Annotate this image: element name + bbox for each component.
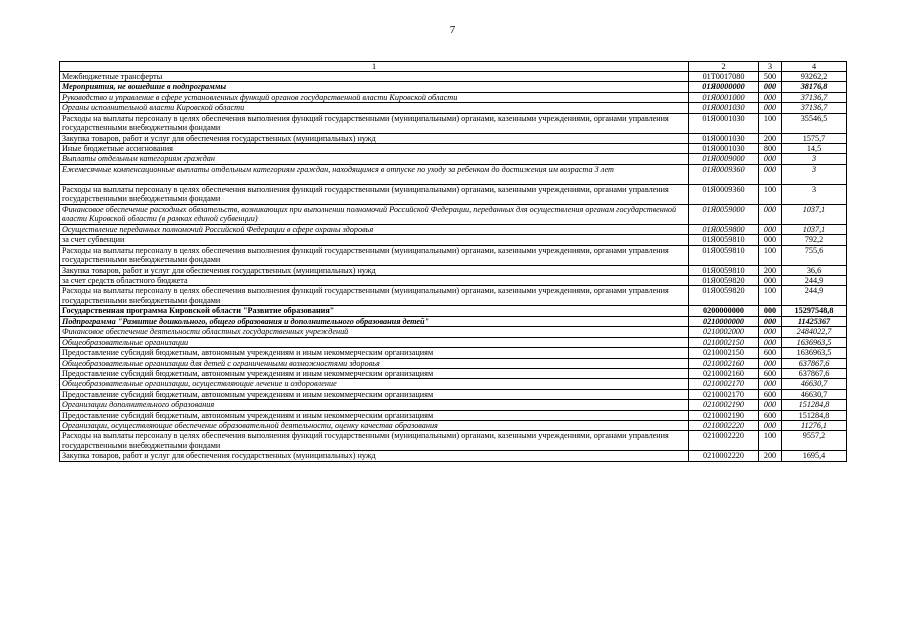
row-type-cell: 000 bbox=[759, 316, 782, 326]
header-cell-name: 1 bbox=[60, 62, 689, 72]
table-row bbox=[60, 410, 847, 420]
row-value-cell: 46630,7 bbox=[782, 389, 847, 399]
table-row bbox=[60, 327, 847, 337]
table-row bbox=[60, 184, 847, 204]
row-code-cell: 01Я0059820 bbox=[689, 276, 759, 286]
row-name-cell: Закупка товаров, работ и услуг для обеспечения государственных (муниципальных) нужд bbox=[60, 451, 689, 461]
budget-table bbox=[59, 61, 847, 462]
table-row bbox=[60, 286, 847, 306]
table-row bbox=[60, 204, 847, 224]
row-type-cell: 000 bbox=[759, 276, 782, 286]
table-row bbox=[60, 154, 847, 164]
row-type-cell: 100 bbox=[759, 286, 782, 306]
row-type-cell: 600 bbox=[759, 389, 782, 399]
row-type-cell: 200 bbox=[759, 133, 782, 143]
row-value-cell: 37136,7 bbox=[782, 92, 847, 102]
row-type-cell: 100 bbox=[759, 431, 782, 451]
row-name-cell: Предоставление субсидий бюджетным, автономным учреждениям и иным некоммерческим организациям bbox=[60, 410, 689, 420]
row-value-cell: 38176,8 bbox=[782, 82, 847, 92]
row-name-cell: Предоставление субсидий бюджетным, автономным учреждениям и иным некоммерческим организациям bbox=[60, 368, 689, 378]
row-type-cell: 000 bbox=[759, 327, 782, 337]
table-row bbox=[60, 306, 847, 316]
table-row bbox=[60, 451, 847, 461]
row-code-cell: 01Я0009360 bbox=[689, 184, 759, 204]
row-code-cell: 01Я0001030 bbox=[689, 113, 759, 133]
table-row bbox=[60, 316, 847, 326]
row-name-cell: Расходы на выплаты персоналу в целях обеспечения выполнения функций государственными (муниципальными) органами, казенными учреждениями, органами управления государственными внебюджетными фондами bbox=[60, 286, 689, 306]
row-code-cell: 01Я0059000 bbox=[689, 204, 759, 224]
table-row bbox=[60, 92, 847, 102]
row-code-cell: 01Я0001030 bbox=[689, 144, 759, 154]
table-row bbox=[60, 379, 847, 389]
row-name-cell: Иные бюджетные ассигнования bbox=[60, 144, 689, 154]
row-code-cell: 01Т0017080 bbox=[689, 72, 759, 82]
row-code-cell: 0210002170 bbox=[689, 379, 759, 389]
row-name-cell: Предоставление субсидий бюджетным, автономным учреждениям и иным некоммерческим организациям bbox=[60, 389, 689, 399]
row-name-cell: Осуществление переданных полномочий Российской Федерации в сфере охраны здоровья bbox=[60, 224, 689, 234]
row-code-cell: 01Я0009000 bbox=[689, 154, 759, 164]
row-name-cell: Межбюджетные трансферты bbox=[60, 72, 689, 82]
row-code-cell: 0210002220 bbox=[689, 431, 759, 451]
row-value-cell: 1037,1 bbox=[782, 224, 847, 234]
header-cell-code: 2 bbox=[689, 62, 759, 72]
table-row bbox=[60, 368, 847, 378]
row-name-cell: за счет средств областного бюджета bbox=[60, 276, 689, 286]
row-name-cell: Выплаты отдельным категориям граждан bbox=[60, 154, 689, 164]
row-value-cell: 11425367 bbox=[782, 316, 847, 326]
row-value-cell: 637867,6 bbox=[782, 358, 847, 368]
row-type-cell: 000 bbox=[759, 358, 782, 368]
row-name-cell: Расходы на выплаты персоналу в целях обеспечения выполнения функций государственными (муниципальными) органами, казенными учреждениями, органами управления государственными внебюджетными фондами bbox=[60, 113, 689, 133]
row-value-cell: 1636963,5 bbox=[782, 348, 847, 358]
row-code-cell: 01Я0059800 bbox=[689, 224, 759, 234]
row-name-cell: за счет субвенции bbox=[60, 235, 689, 245]
row-value-cell: 15297548,8 bbox=[782, 306, 847, 316]
row-value-cell: 93262,2 bbox=[782, 72, 847, 82]
row-name-cell: Подпрограмма "Развитие дошкольного, общего образования и дополнительного образования детей" bbox=[60, 316, 689, 326]
table-row bbox=[60, 337, 847, 347]
row-type-cell: 000 bbox=[759, 164, 782, 184]
row-code-cell: 01Я0001030 bbox=[689, 133, 759, 143]
row-type-cell: 000 bbox=[759, 92, 782, 102]
table-row bbox=[60, 245, 847, 265]
row-value-cell: 37136,7 bbox=[782, 103, 847, 113]
row-name-cell: Закупка товаров, работ и услуг для обеспечения государственных (муниципальных) нужд bbox=[60, 265, 689, 275]
row-value-cell: 792,2 bbox=[782, 235, 847, 245]
row-value-cell: 1575,7 bbox=[782, 133, 847, 143]
row-code-cell: 01Я0001030 bbox=[689, 103, 759, 113]
row-name-cell: Расходы на выплаты персоналу в целях обеспечения выполнения функций государственными (муниципальными) органами, казенными учреждениями, органами управления государственными внебюджетными фондами bbox=[60, 431, 689, 451]
row-name-cell: Органы исполнительной власти Кировской области bbox=[60, 103, 689, 113]
row-code-cell: 0210002160 bbox=[689, 358, 759, 368]
row-value-cell: 3 bbox=[782, 154, 847, 164]
row-type-cell: 000 bbox=[759, 82, 782, 92]
table-row bbox=[60, 276, 847, 286]
header-cell-value: 4 bbox=[782, 62, 847, 72]
table-row bbox=[60, 103, 847, 113]
row-type-cell: 000 bbox=[759, 337, 782, 347]
row-code-cell: 0210002160 bbox=[689, 368, 759, 378]
row-value-cell: 244,9 bbox=[782, 286, 847, 306]
row-name-cell: Организации, осуществляющие обеспечение образовательной деятельности, оценку качества образования bbox=[60, 420, 689, 430]
table-row bbox=[60, 144, 847, 154]
row-value-cell: 1636963,5 bbox=[782, 337, 847, 347]
row-code-cell: 01Я0059810 bbox=[689, 245, 759, 265]
row-name-cell: Финансовое обеспечение расходных обязательств, возникающих при выполнении полномочий Российской Федерации, переданных для осуществления органам государственной власти Кировской области (в рамках единой субвенции) bbox=[60, 204, 689, 224]
row-code-cell: 0210002150 bbox=[689, 337, 759, 347]
row-type-cell: 000 bbox=[759, 224, 782, 234]
table-row bbox=[60, 113, 847, 133]
row-code-cell: 01Я0059820 bbox=[689, 286, 759, 306]
row-name-cell: Организации дополнительного образования bbox=[60, 400, 689, 410]
row-code-cell: 0210002170 bbox=[689, 389, 759, 399]
row-name-cell: Руководство и управление в сфере установленных функций органов государственной власти Кировской области bbox=[60, 92, 689, 102]
table-row bbox=[60, 72, 847, 82]
row-value-cell: 1037,1 bbox=[782, 204, 847, 224]
page-number: 7 bbox=[449, 24, 456, 36]
row-name-cell: Государственная программа Кировской области "Развитие образования" bbox=[60, 306, 689, 316]
row-type-cell: 000 bbox=[759, 103, 782, 113]
table-row bbox=[60, 358, 847, 368]
row-value-cell: 244,9 bbox=[782, 276, 847, 286]
row-name-cell: Расходы на выплаты персоналу в целях обеспечения выполнения функций государственными (муниципальными) органами, казенными учреждениями, органами управления государственными внебюджетными фондами bbox=[60, 184, 689, 204]
row-name-cell: Мероприятия, не вошедшие в подпрограммы bbox=[60, 82, 689, 92]
row-code-cell: 0210002150 bbox=[689, 348, 759, 358]
row-name-cell: Закупка товаров, работ и услуг для обеспечения государственных (муниципальных) нужд bbox=[60, 133, 689, 143]
row-code-cell: 0200000000 bbox=[689, 306, 759, 316]
row-name-cell: Общеобразовательные организации bbox=[60, 337, 689, 347]
table-row bbox=[60, 82, 847, 92]
row-code-cell: 01Я0059810 bbox=[689, 235, 759, 245]
row-type-cell: 000 bbox=[759, 306, 782, 316]
row-value-cell: 35546,5 bbox=[782, 113, 847, 133]
row-value-cell: 14,5 bbox=[782, 144, 847, 154]
row-name-cell: Предоставление субсидий бюджетным, автономным учреждениям и иным некоммерческим организациям bbox=[60, 348, 689, 358]
table-row bbox=[60, 133, 847, 143]
row-value-cell: 36,6 bbox=[782, 265, 847, 275]
table-row bbox=[60, 400, 847, 410]
table-row bbox=[60, 235, 847, 245]
row-type-cell: 100 bbox=[759, 113, 782, 133]
row-type-cell: 800 bbox=[759, 144, 782, 154]
table-row bbox=[60, 348, 847, 358]
table-row bbox=[60, 224, 847, 234]
row-type-cell: 600 bbox=[759, 410, 782, 420]
row-type-cell: 000 bbox=[759, 235, 782, 245]
row-value-cell: 3 bbox=[782, 184, 847, 204]
row-name-cell: Расходы на выплаты персоналу в целях обеспечения выполнения функций государственными (муниципальными) органами, казенными учреждениями, органами управления государственными внебюджетными фондами bbox=[60, 245, 689, 265]
row-code-cell: 0210002190 bbox=[689, 400, 759, 410]
row-type-cell: 000 bbox=[759, 420, 782, 430]
row-code-cell: 01Я0059810 bbox=[689, 265, 759, 275]
row-type-cell: 100 bbox=[759, 184, 782, 204]
row-type-cell: 600 bbox=[759, 348, 782, 358]
row-type-cell: 000 bbox=[759, 204, 782, 224]
row-code-cell: 0210002190 bbox=[689, 410, 759, 420]
table-row bbox=[60, 431, 847, 451]
row-code-cell: 0210002000 bbox=[689, 327, 759, 337]
table-row bbox=[60, 164, 847, 184]
row-type-cell: 200 bbox=[759, 265, 782, 275]
row-code-cell: 01Я0000000 bbox=[689, 82, 759, 92]
row-value-cell: 151284,8 bbox=[782, 410, 847, 420]
table-row bbox=[60, 420, 847, 430]
row-value-cell: 755,6 bbox=[782, 245, 847, 265]
row-value-cell: 3 bbox=[782, 164, 847, 184]
row-type-cell: 000 bbox=[759, 379, 782, 389]
header-cell-type: 3 bbox=[759, 62, 782, 72]
row-code-cell: 0210000000 bbox=[689, 316, 759, 326]
row-value-cell: 11276,1 bbox=[782, 420, 847, 430]
row-name-cell: Общеобразовательные организации, осуществляющие лечение и оздоровление bbox=[60, 379, 689, 389]
row-value-cell: 46630,7 bbox=[782, 379, 847, 389]
row-name-cell: Общеобразовательные организации для детей с ограниченными возможностями здоровья bbox=[60, 358, 689, 368]
table-row bbox=[60, 389, 847, 399]
table-row bbox=[60, 265, 847, 275]
row-code-cell: 0210002220 bbox=[689, 451, 759, 461]
row-type-cell: 000 bbox=[759, 154, 782, 164]
row-type-cell: 000 bbox=[759, 400, 782, 410]
row-type-cell: 600 bbox=[759, 368, 782, 378]
row-value-cell: 151284,8 bbox=[782, 400, 847, 410]
row-name-cell: Ежемесячные компенсационные выплаты отдельным категориям граждан, находящимся в отпуске по уходу за ребенком до достижения им возраста 3 лет bbox=[60, 164, 689, 184]
row-value-cell: 2484022,7 bbox=[782, 327, 847, 337]
row-value-cell: 1695,4 bbox=[782, 451, 847, 461]
row-code-cell: 01Я0001000 bbox=[689, 92, 759, 102]
row-value-cell: 637867,6 bbox=[782, 368, 847, 378]
row-code-cell: 0210002220 bbox=[689, 420, 759, 430]
row-type-cell: 200 bbox=[759, 451, 782, 461]
row-type-cell: 500 bbox=[759, 72, 782, 82]
row-value-cell: 9557,2 bbox=[782, 431, 847, 451]
table-header-row bbox=[60, 62, 847, 72]
row-code-cell: 01Я0009360 bbox=[689, 164, 759, 184]
row-name-cell: Финансовое обеспечение деятельности областных государственных учреждений bbox=[60, 327, 689, 337]
row-type-cell: 100 bbox=[759, 245, 782, 265]
